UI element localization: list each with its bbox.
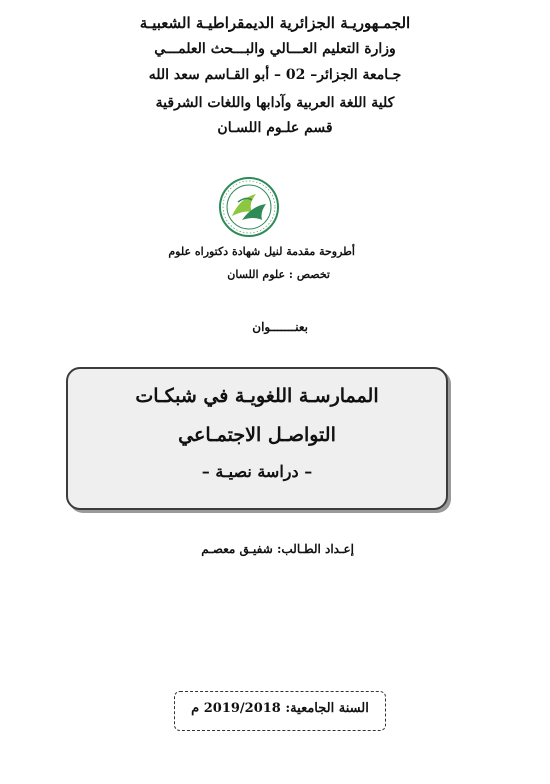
- title-label: بعنـــــــوان: [252, 320, 308, 334]
- title-line-2: التواصـل الاجتمـاعي: [178, 424, 336, 446]
- republic-name: الجمـهوريـة الجزائرية الديمقراطيـة الشعبيـة: [139, 14, 411, 32]
- faculty-name: كلية اللغة العربية وآدابها واللغات الشرقية: [155, 95, 395, 111]
- title-box: [66, 367, 448, 510]
- title-line-3: – دراسة نصيـة –: [201, 462, 313, 481]
- academic-year-box: [174, 691, 386, 731]
- thesis-degree: أطروحة مقدمة لنيل شهادة دكتوراه علوم: [168, 245, 355, 258]
- specialization: تخصص : علوم اللسان: [227, 268, 330, 281]
- prepared-by: إعـداد الطـالب: شفيـق معصـم: [201, 542, 354, 556]
- academic-year: السنة الجامعية: 2019/2018 م: [191, 701, 369, 716]
- university-name: جـامعة الجزائر– 02 – أبو القـاسم سعد الله: [148, 67, 402, 83]
- university-logo-icon: [218, 176, 280, 238]
- department-name: قسم علـوم اللسـان: [217, 120, 333, 136]
- title-line-1: الممارسـة اللغويـة في شبكـات: [135, 385, 379, 407]
- ministry-name: وزارة التعليم العـــالي والبـــحث العلمـــي: [154, 41, 396, 57]
